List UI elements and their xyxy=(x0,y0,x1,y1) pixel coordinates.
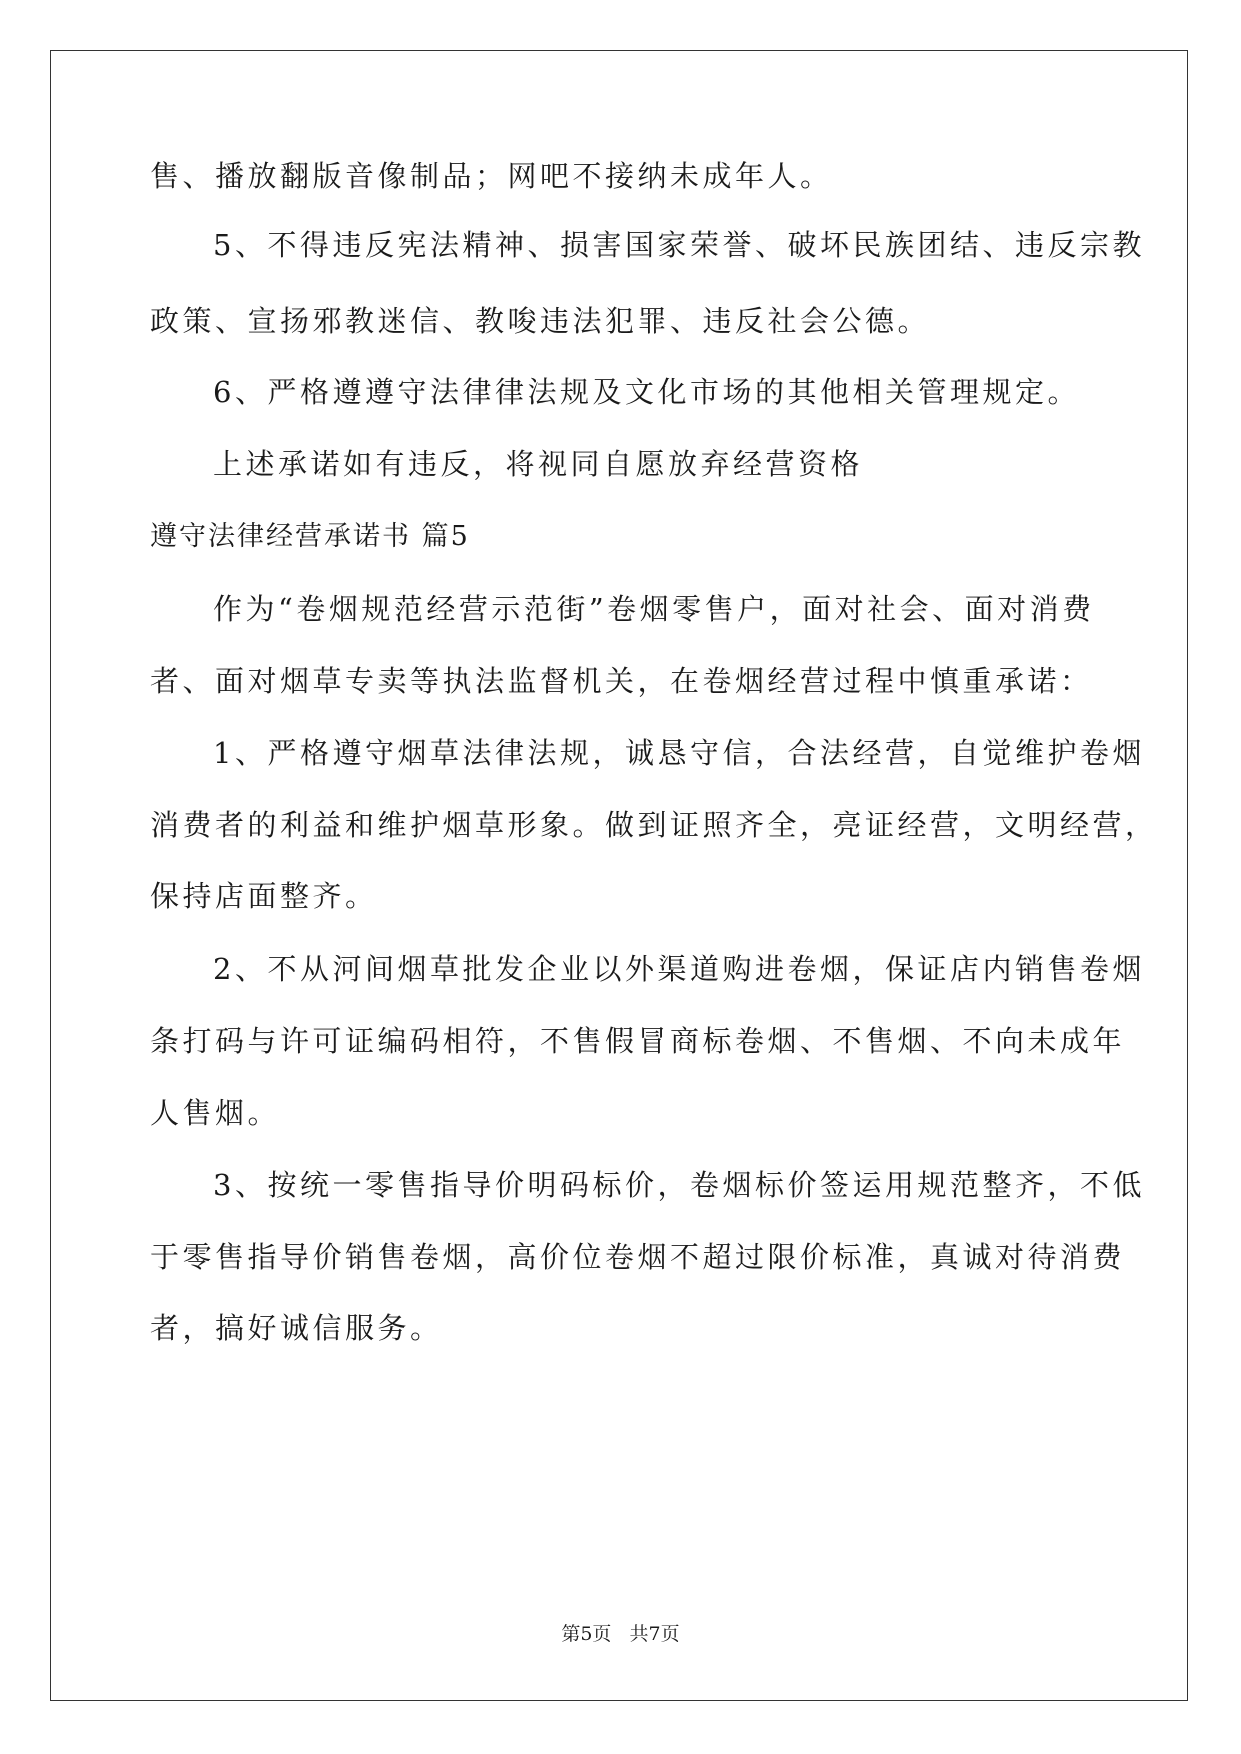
body-line: 者，搞好诚信服务。 xyxy=(150,1311,443,1345)
body-line: 售、播放翻版音像制品；网吧不接纳未成年人。 xyxy=(150,159,833,193)
section-heading: 遵守法律经营承诺书 篇5 xyxy=(150,521,470,552)
body-line: 3、按统一零售指导价明码标价，卷烟标价签运用规范整齐，不低 xyxy=(213,1168,1145,1202)
body-line: 消费者的利益和维护烟草形象。做到证照齐全，亮证经营，文明经营， xyxy=(150,808,1158,842)
body-line: 6、严格遵遵守法律律法规及文化市场的其他相关管理规定。 xyxy=(213,375,1080,409)
body-line: 作为“卷烟规范经营示范街”卷烟零售户，面对社会、面对消费 xyxy=(213,592,1095,626)
body-line: 政策、宣扬邪教迷信、教唆违法犯罪、违反社会公德。 xyxy=(150,304,931,338)
body-line: 5、不得违反宪法精神、损害国家荣誉、破坏民族团结、违反宗教 xyxy=(213,228,1145,262)
body-line: 上述承诺如有违反，将视同自愿放弃经营资格 xyxy=(213,447,864,481)
body-line: 1、严格遵守烟草法律法规，诚恳守信，合法经营，自觉维护卷烟 xyxy=(213,736,1145,770)
page-border xyxy=(50,50,1188,1701)
body-line: 者、面对烟草专卖等执法监督机关，在卷烟经营过程中慎重承诺： xyxy=(150,664,1093,698)
body-line: 于零售指导价销售卷烟，高价位卷烟不超过限价标准，真诚对待消费 xyxy=(150,1240,1126,1274)
body-line: 人售烟。 xyxy=(150,1096,281,1130)
body-line: 2、不从河间烟草批发企业以外渠道购进卷烟，保证店内销售卷烟 xyxy=(213,952,1145,986)
body-line: 条打码与许可证编码相符，不售假冒商标卷烟、不售烟、不向未成年 xyxy=(150,1024,1126,1058)
body-line: 保持店面整齐。 xyxy=(150,879,378,913)
page-number-footer: 第5页 共7页 xyxy=(561,1623,680,1645)
